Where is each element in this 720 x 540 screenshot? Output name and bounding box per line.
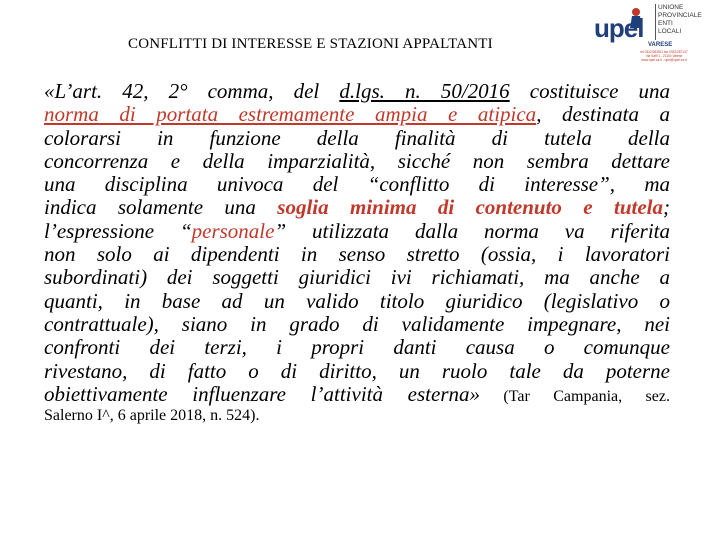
quote-text: «L’art. 42, 2° comma, del <box>44 79 340 103</box>
quote-line: confronti dei terzi, i propri danti causa o comunque <box>44 335 670 360</box>
quote-line <box>44 220 670 243</box>
quote-line <box>44 103 670 126</box>
quote-text: l’espressione “ <box>44 218 192 243</box>
page-title: CONFLITTI DI INTERESSE E STAZIONI APPALTANTI <box>128 36 493 52</box>
quote-line: colorarsi in funzione della finalità di tutela della <box>44 125 670 150</box>
quote-text: costituisce una <box>509 79 670 103</box>
quote-body <box>44 80 670 427</box>
quote-text: obiettivamente influenzare l’attività esterna» <box>44 381 480 406</box>
quote-line: concorrenza e della imparzialità, sicché non sembra dettare <box>44 148 670 173</box>
citation-line: Salerno I^, 6 aprile 2018, n. 524). <box>44 407 260 425</box>
logo-divider <box>655 4 656 40</box>
quote-text: indica solamente una <box>44 195 278 220</box>
quote-line: non solo ai dipendenti in senso stretto (ossia, i lavoratori <box>44 242 670 267</box>
logo-fine-print: tel.0332/283811 fax 0332/287137 Via Saffi 1 - 21100 Varese www.upel.va.it - upel@upel.va.it <box>640 50 688 62</box>
quote-line: contrattuale), siano in grado di validamente impegnare, nei <box>44 311 670 336</box>
highlight-text: personale <box>191 218 275 243</box>
highlight-text: norma di portata estremamente ampia e atipica <box>44 102 537 127</box>
highlight-text: soglia minima di contenuto e tutela <box>277 195 663 220</box>
quote-text: , destinata a <box>536 102 670 127</box>
logo-city: VARESE <box>648 42 673 48</box>
citation-text: (Tar Campania, sez. <box>480 387 670 405</box>
upel-logo <box>592 2 718 68</box>
quote-line: una disciplina univoca del “conflitto di interesse”, ma <box>44 172 670 197</box>
quote-line: rivestano, di fatto o di diritto, un ruolo tale da poterne <box>44 358 670 383</box>
quote-line: subordinati) dei soggetti giuridici ivi richiamati, ma anche a <box>44 265 670 290</box>
law-reference: d.lgs. n. 50/2016 <box>339 79 510 103</box>
logo-org-name: UNIONE PROVINCIALE ENTI LOCALI <box>658 4 702 35</box>
quote-text: ” utilizzata dalla norma va riferita <box>274 218 670 243</box>
quote-line <box>44 196 670 219</box>
logo-brand: upel <box>594 13 644 43</box>
quote-line: quanti, in base ad un valido titolo giuridico (legislativo o <box>44 288 670 313</box>
quote-line <box>44 80 670 103</box>
quote-text: ; <box>663 195 670 220</box>
